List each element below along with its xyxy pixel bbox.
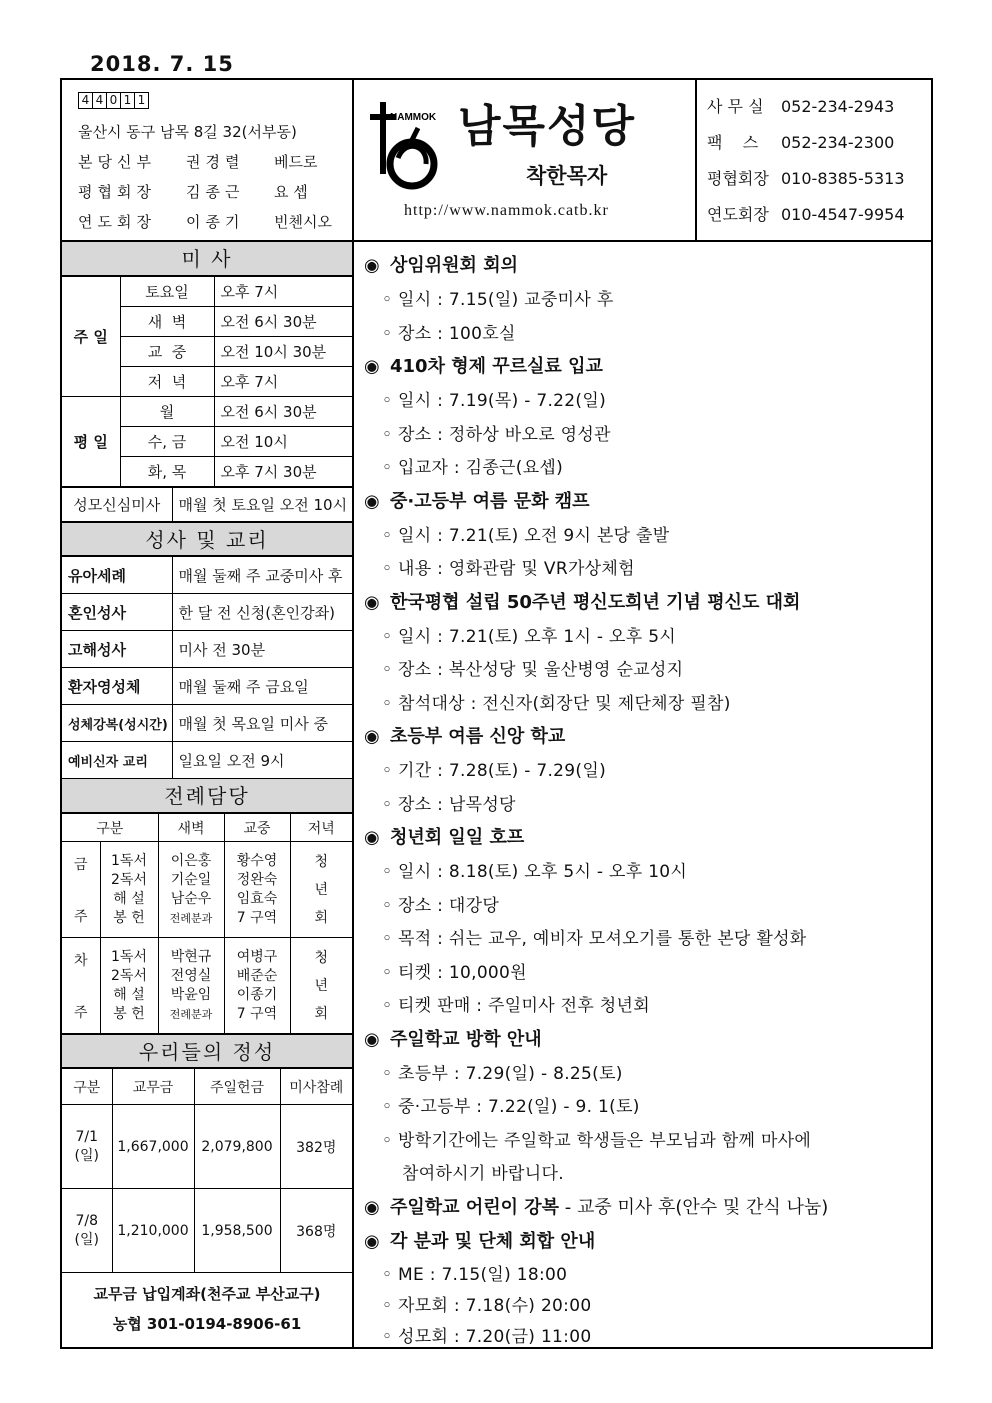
notice-item-text: 장소 : 대강당 [398,895,500,916]
sacrament-name: 성체강복(성시간) [62,705,172,742]
bullet-icon: ◉ [364,827,380,848]
offerings-header: 교무금 [112,1069,194,1105]
liturgy-dawn-line: 박윤임 [170,986,212,1003]
staff-baptismal-name: 빈첸시오 [274,213,332,231]
liturgy-dawn-line: 박현규 [170,948,212,965]
liturgy-week [62,842,100,938]
liturgy-header: 구분 [62,814,158,842]
mass-time: 오전 6시 30분 [214,397,352,427]
liturgy-dawn-line: 전영실 [170,967,212,984]
liturgy-main-line: 임효숙 [236,890,278,907]
sacrament-row [62,705,352,742]
liturgy-dawn-line: 이은홍 [170,852,212,869]
notice-title-text: 각 분과 및 단체 회합 안내 [390,1230,596,1252]
sacrament-name: 예비신자 교리 [62,742,172,779]
liturgy-dawn-line: 기순일 [170,871,212,888]
bullet-dot-icon: ◦ [382,1130,393,1151]
offerings-header: 구분 [62,1069,112,1105]
notice-item-text: 티켓 판매 : 주일미사 전후 청년회 [398,996,650,1016]
sacraments-table [62,556,352,779]
liturgy-role-line: 1독서 [111,852,147,869]
mass-day: 새 벽 [120,307,214,337]
notice-item-text: 목적 : 쉬는 교우, 예비자 모셔오기를 통한 본당 활성화 [398,929,807,949]
bullet-icon: ◉ [364,726,380,747]
header-title [354,80,697,240]
liturgy-role-line: 2독서 [111,871,147,888]
left-column [62,242,354,1349]
bullet-dot-icon: ◦ [382,626,393,647]
notice-item [364,1291,931,1322]
contact-label: 팩 스 [707,133,759,152]
bank-account-info [62,1267,352,1349]
liturgy-main-line: 여병구 [236,948,278,965]
notice-item-text: 일시 : 7.15(일) 교중미사 후 [398,290,614,310]
mass-section-title: 미 사 [62,242,352,276]
notice-item [364,318,931,352]
bullet-icon: ◉ [364,1196,380,1218]
liturgy-evening-line: 청 [314,949,329,966]
bulletin-frame [60,78,933,1349]
zip-digit: 1 [120,92,135,109]
contact-line [707,164,931,200]
bullet-dot-icon: ◦ [382,929,393,949]
notice-title-text: 주일학교 어린이 강복 [390,1196,560,1218]
contact-number: 052-234-2943 [781,97,895,116]
contact-line [707,200,931,236]
notice-item-text: 방학기간에는 주일학교 학생들은 부모님과 함께 마사에 [398,1130,812,1151]
offering-dues: 1,210,000 [112,1189,194,1273]
notice-item-text: 내용 : 영화관람 및 VR가상체험 [398,559,635,579]
liturgy-role [100,938,158,1034]
bullet-dot-icon: ◦ [382,895,393,916]
notice-title-text: 초등부 여름 신앙 학교 [390,726,566,747]
staff-baptismal-name: 요 셉 [274,183,308,201]
bullet-dot-icon: ◦ [382,1063,393,1084]
sacrament-name: 환자영성체 [62,668,172,705]
offerings-row [62,1105,352,1189]
liturgy-evening-line: 회 [314,1005,329,1022]
offerings-row [62,1189,352,1273]
liturgy-evening [290,938,352,1034]
notice-item [364,923,931,957]
sacrament-desc: 일요일 오전 9시 [172,742,352,779]
liturgy-dawn [158,842,224,938]
notice-item-continued: 참여하시기 바랍니다. [402,1164,564,1184]
bullet-dot-icon: ◦ [382,525,393,546]
liturgy-role-line: 해 설 [113,986,145,1003]
liturgy-evening-line: 청 [314,853,329,870]
notice-item [364,654,931,688]
zip-code [78,92,352,109]
notice-title [364,1192,931,1226]
notice-item-text: 일시 : 8.18(토) 오후 5시 - 오후 10시 [398,862,688,882]
liturgy-main-line: 7 구역 [236,909,278,926]
sacrament-desc: 한 달 전 신청(혼인강좌) [172,594,352,631]
bullet-icon: ◉ [364,490,380,512]
offering-date-value: 7/8 [75,1212,99,1229]
liturgy-role-line: 봉 헌 [113,1005,145,1022]
zip-digit: 0 [106,92,121,109]
liturgy-main-line: 7 구역 [236,1005,278,1022]
notice-item [364,520,931,554]
contact-label: 연도회장 [707,205,769,224]
mass-day: 월 [120,397,214,427]
bullet-icon: ◉ [364,356,380,377]
mass-row [62,397,352,427]
offerings-section-title: 우리들의 정성 [62,1034,352,1068]
notice-title [364,351,931,385]
liturgy-dawn-line: 남순우 [170,890,212,907]
address: 울산시 동구 남목 8길 32(서부동) [78,123,297,141]
notice-item [364,1260,931,1291]
contact-number: 052-234-2300 [781,133,895,152]
mass-time: 오후 7시 30분 [214,457,352,487]
mass-time: 오후 7시 [214,367,352,397]
sacrament-row [62,668,352,705]
liturgy-main [224,938,290,1034]
staff-name: 이종기 [186,213,245,231]
offering-date-day: (일) [74,1231,99,1248]
notice-item [364,755,931,789]
header-info [62,80,354,240]
bullet-dot-icon: ◦ [382,862,393,882]
notice-item [364,385,931,419]
liturgy-main-line: 배준순 [236,967,278,984]
mass-day: 화, 목 [120,457,214,487]
mass-day: 저 녁 [120,367,214,397]
notices-column [354,242,931,1349]
staff-role: 평협회장 [78,183,156,201]
liturgy-week [62,938,100,1034]
notice-title-text: 중·고등부 여름 문화 캠프 [390,490,590,512]
offering-sunday: 1,958,500 [194,1189,280,1273]
subtitle: 착한목자 [526,164,608,188]
offerings-header-row [62,1069,352,1105]
offering-date-value: 7/1 [75,1128,99,1145]
weekday-label: 평 일 [62,397,120,487]
notice-item-text: 일시 : 7.21(토) 오후 1시 - 오후 5시 [398,626,677,647]
sacrament-desc: 미사 전 30분 [172,631,352,668]
bullet-icon: ◉ [364,1028,380,1050]
notice-item [364,1091,931,1125]
notice-item-text: 중·고등부 : 7.22(일) - 9. 1(토) [398,1097,640,1117]
offering-attendance: 382명 [280,1105,352,1189]
bullet-dot-icon: ◦ [382,1326,393,1347]
notice-item-text: 기간 : 7.28(토) - 7.29(일) [398,761,606,781]
special-mass-time: 매월 첫 토요일 오전 10시 [172,488,352,522]
offering-attendance: 368명 [280,1189,352,1273]
liturgy-week-char: 주 [73,908,88,925]
offering-date [62,1189,112,1273]
mass-row [62,277,352,307]
liturgy-role-line: 2독서 [111,967,147,984]
sacrament-desc: 매월 첫 목요일 미사 중 [172,705,352,742]
sacrament-name: 혼인성사 [62,594,172,631]
mass-schedule-table [62,276,352,487]
contact-label: 평협회장 [707,169,769,188]
notice-item-text: 장소 : 정하상 바오로 영성관 [398,424,611,445]
notice-title-text: 주일학교 방학 안내 [390,1028,542,1050]
notice-title [364,1226,931,1260]
liturgy-week-char: 금 [73,856,88,873]
notice-item-text: 장소 : 남목성당 [398,794,516,815]
notice-title [364,721,931,755]
offering-date [62,1105,112,1189]
liturgy-evening-line: 년 [314,881,329,898]
staff-line [78,177,352,207]
offerings-table [62,1068,352,1273]
liturgy-evening [290,842,352,938]
notice-title-text: 410차 형제 꾸르실료 입교 [390,356,603,377]
notice-item [364,789,931,823]
sacrament-row [62,594,352,631]
liturgy-main-line: 황수영 [236,852,278,869]
notice-item-text: 일시 : 7.19(목) - 7.22(일) [398,391,606,411]
zip-digit: 4 [78,92,93,109]
staff-baptismal-name: 베드로 [274,153,318,171]
liturgy-header: 교중 [224,814,290,842]
notice-item [364,957,931,991]
notice-item [364,553,931,587]
sacrament-row [62,557,352,594]
contact-number: 010-4547-9954 [781,205,905,224]
sacrament-name: 유아세례 [62,557,172,594]
church-name: 남목성당 [458,101,637,152]
notice-item-text: 입교자 : 김종근(요셉) [398,458,564,478]
offerings-header: 주일헌금 [194,1069,280,1105]
liturgy-header-row [62,814,352,842]
bulletin-date: 2018. 7. 15 [90,52,234,76]
liturgy-role [100,842,158,938]
notice-item-text: ME : 7.15(일) 18:00 [398,1264,568,1285]
notice-item-text: 참석대상 : 전신자(회장단 및 제단체장 필참) [398,693,731,714]
contact-label: 사 무 실 [707,97,764,116]
mass-day: 교 중 [120,337,214,367]
liturgy-section-title: 전례담당 [62,779,352,813]
bullet-dot-icon: ◦ [382,693,393,714]
staff-name: 권경렬 [186,153,245,171]
zip-digit: 4 [92,92,107,109]
notice-item [364,990,931,1024]
notice-title [364,486,931,520]
sacrament-desc: 매월 둘째 주 교중미사 후 [172,557,352,594]
bullet-icon: ◉ [364,591,380,613]
notice-item-text: 성모회 : 7.20(금) 11:00 [398,1326,592,1347]
sunday-label: 주 일 [62,277,120,397]
bullet-dot-icon: ◦ [382,996,393,1016]
notice-item [364,621,931,655]
liturgy-dawn [158,938,224,1034]
notice-title-text: 청년회 일일 호프 [390,827,525,848]
bullet-dot-icon: ◦ [382,660,393,680]
liturgy-table [62,813,352,1034]
contact-line [707,92,931,128]
bullet-dot-icon: ◦ [382,1295,393,1316]
liturgy-main-line: 이종기 [236,986,278,1003]
notice-title-text: 상임위원회 회의 [390,255,518,276]
sacrament-row [62,631,352,668]
liturgy-evening-line: 회 [314,909,329,926]
notice-title [364,1024,931,1058]
bullet-dot-icon: ◦ [382,391,393,411]
liturgy-role-line: 봉 헌 [113,909,145,926]
liturgy-header: 저녁 [290,814,352,842]
contact-number: 010-8385-5313 [781,169,905,188]
offerings-header: 미사참례 [280,1069,352,1105]
liturgy-week-row [62,842,352,938]
liturgy-evening-line: 년 [314,977,329,994]
notice-item [364,1125,931,1159]
notice-item-text: 티켓 : 10,000원 [398,962,527,983]
sacrament-name: 고해성사 [62,631,172,668]
liturgy-week-char: 차 [73,952,88,969]
staff-role: 연도회장 [78,213,156,231]
mass-day: 수, 금 [120,427,214,457]
liturgy-main-line: 정완숙 [236,871,278,888]
bullet-dot-icon: ◦ [382,761,393,781]
notice-item [364,284,931,318]
notice-item [364,452,931,486]
bullet-dot-icon: ◦ [382,323,393,344]
staff-name: 김종근 [186,183,245,201]
bullet-dot-icon: ◦ [382,559,393,579]
liturgy-main [224,842,290,938]
notice-title [364,250,931,284]
mass-time: 오전 6시 30분 [214,307,352,337]
bullet-dot-icon: ◦ [382,458,393,478]
bullet-dot-icon: ◦ [382,290,393,310]
notice-item-text: 초등부 : 7.29(일) - 8.25(토) [398,1063,623,1084]
special-mass-label: 성모신심미사 [62,488,172,522]
zip-digit: 1 [134,92,149,109]
bullet-icon: ◉ [364,255,380,276]
liturgy-role-line: 해 설 [113,890,145,907]
website-link[interactable]: http://www.nammok.catb.kr [404,202,609,219]
notice-item-text: 장소 : 100호실 [398,323,516,344]
bullet-dot-icon: ◦ [382,1264,393,1285]
church-logo-icon [368,98,450,190]
notice-item [364,890,931,924]
notice-item [364,688,931,722]
sacrament-row [62,742,352,779]
bullet-dot-icon: ◦ [382,794,393,815]
liturgy-week-char: 주 [73,1004,88,1021]
notice-item-text: 일시 : 7.21(토) 오전 9시 본당 출발 [398,525,670,546]
sacraments-section-title: 성사 및 교리 [62,522,352,556]
notice-title-tail: - 교중 미사 후(안수 및 간식 나눔) [559,1196,829,1218]
notice-item [364,1058,931,1092]
notice-item-text: 자모회 : 7.18(수) 20:00 [398,1295,592,1316]
bullet-dot-icon: ◦ [382,424,393,445]
bullet-dot-icon: ◦ [382,1097,393,1117]
bank-title: 교무금 납입계좌(천주교 부산교구) [93,1285,321,1303]
mass-day: 토요일 [120,277,214,307]
liturgy-week-row [62,938,352,1034]
bullet-icon: ◉ [364,1230,380,1252]
notice-item [364,419,931,453]
notice-item-text: 장소 : 복산성당 및 울산병영 순교성지 [398,660,684,680]
sacrament-desc: 매월 둘째 주 금요일 [172,668,352,705]
bullet-dot-icon: ◦ [382,962,393,983]
logo-text: NAMMOK [390,112,437,123]
offering-dues: 1,667,000 [112,1105,194,1189]
notice-title [364,587,931,621]
liturgy-role-line: 1독서 [111,948,147,965]
contact-list [697,80,931,240]
liturgy-header: 새벽 [158,814,224,842]
offering-sunday: 2,079,800 [194,1105,280,1189]
staff-line [78,147,352,177]
contact-line [707,128,931,164]
notice-item [364,1322,931,1353]
liturgy-dawn-line: 전례분과 [169,1007,213,1021]
header [62,80,931,242]
offering-date-day: (일) [74,1147,99,1164]
mass-time: 오전 10시 30분 [214,337,352,367]
notice-title-text: 한국평협 설립 50주년 평신도희년 기념 평신도 대회 [390,591,801,613]
special-mass-table [62,487,352,522]
bank-account: 농협 301-0194-8906-61 [112,1315,302,1333]
mass-time: 오전 10시 [214,427,352,457]
notice-title [364,822,931,856]
staff-line [78,207,352,237]
staff-role: 본당신부 [78,153,156,171]
mass-time: 오후 7시 [214,277,352,307]
liturgy-dawn-line: 전례분과 [169,911,213,925]
notice-item [364,856,931,890]
